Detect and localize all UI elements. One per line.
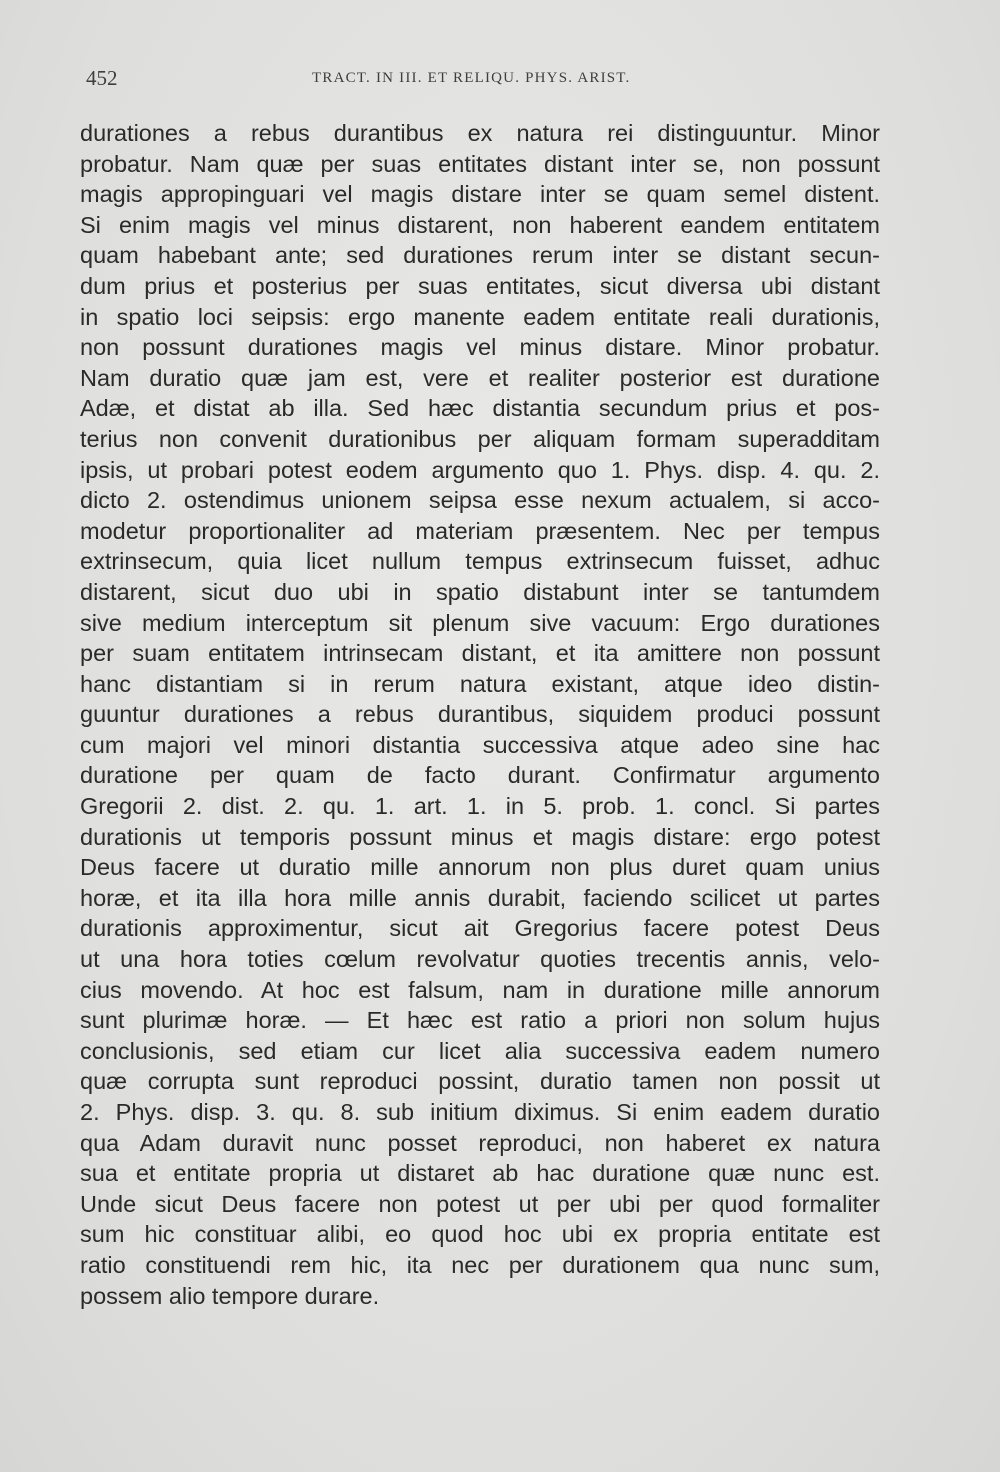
text-line: sum hic constituar alibi, eo quod hoc ubi ex propria entitate est (80, 1221, 880, 1248)
text-line: conclusionis, sed etiam cur licet alia successiva eadem numero (80, 1037, 880, 1064)
text-line: quæ corrupta sunt reproduci possint, duratio tamen non possit ut (80, 1068, 880, 1095)
text-line: qua Adam duravit nunc posset reproduci, non haberet ex natura (80, 1129, 880, 1156)
text-line: sunt plurimæ horæ. — Et hæc est ratio a priori non solum hujus (80, 1007, 880, 1034)
text-line: Nam duratio quæ jam est, vere et realiter posterior est duratione (80, 364, 880, 391)
text-line: quam habebant ante; sed durationes rerum inter se distant secun- (80, 242, 880, 269)
text-line: sua et entitate propria ut distaret ab hac duratione quæ nunc est. (80, 1160, 880, 1187)
text-line: probatur. Nam quæ per suas entitates distant inter se, non possunt (80, 150, 880, 177)
text-line: durationes a rebus durantibus ex natura rei distinguuntur. Minor (80, 120, 880, 146)
text-line: extrinsecum, quia licet nullum tempus extrinsecum fuisset, adhuc (80, 548, 880, 575)
text-line: hanc distantiam si in rerum natura existant, atque ideo distin- (80, 670, 880, 697)
text-line: horæ, et ita illa hora mille annis durabit, faciendo scilicet ut partes (80, 884, 880, 911)
text-line: duratione per quam de facto durant. Confirmatur argumento (80, 762, 880, 789)
text-line: magis appropinguari vel magis distare inter se quam semel distent. (80, 181, 880, 208)
text-line: terius non convenit durationibus per aliquam formam superadditam (80, 425, 880, 452)
text-line: distarent, sicut duo ubi in spatio distabunt inter se tantumdem (80, 578, 880, 605)
text-line: 2. Phys. disp. 3. qu. 8. sub initium diximus. Si enim eadem duratio (80, 1099, 880, 1125)
body-text (80, 118, 880, 1311)
text-line: Si enim magis vel minus distarent, non haberent eandem entitatem (80, 211, 880, 238)
text-line: Adæ, et distat ab illa. Sed hæc distantia secundum prius et pos- (80, 395, 880, 422)
text-line: ipsis, ut probari potest eodem argumento quo 1. Phys. disp. 4. qu. 2. (80, 456, 880, 483)
text-line: possem alio tempore durare. (80, 1282, 380, 1309)
running-head (86, 66, 886, 96)
text-line: ratio constituendi rem hic, ita nec per durationem qua nunc sum, (80, 1251, 880, 1278)
page-number: 452 (86, 66, 118, 90)
text-line: dicto 2. ostendimus unionem seipsa esse nexum actualem, si acco- (80, 487, 880, 514)
text-line: sive medium interceptum sit plenum sive vacuum: Ergo durationes (80, 609, 880, 636)
text-line: in spatio loci seipsis: ergo manente eadem entitate reali durationis, (80, 303, 880, 330)
text-line: dum prius et posterius per suas entitates, sicut diversa ubi distant (80, 272, 880, 299)
text-line: per suam entitatem intrinsecam distant, et ita amittere non possunt (80, 640, 880, 667)
running-title: TRACT. IN III. ET RELIQU. PHYS. ARIST. (312, 70, 631, 86)
text-line: cius movendo. At hoc est falsum, nam in duratione mille annorum (80, 976, 880, 1003)
text-line: cum majori vel minori distantia successiva atque adeo sine hac (80, 731, 880, 758)
text-line: modetur proportionaliter ad materiam præsentem. Nec per tempus (80, 517, 880, 544)
text-line: ut una hora toties cœlum revolvatur quoties trecentis annis, velo- (80, 946, 880, 973)
text-line: durationis ut temporis possunt minus et magis distare: ergo potest (80, 823, 880, 850)
text-line: non possunt durationes magis vel minus distare. Minor probatur. (80, 334, 880, 361)
text-line: Deus facere ut duratio mille annorum non plus duret quam unius (80, 854, 880, 881)
text-line: guuntur durationes a rebus durantibus, siquidem produci possunt (80, 701, 880, 728)
text-line: durationis approximentur, sicut ait Gregorius facere potest Deus (80, 915, 880, 942)
text-line: Gregorii 2. dist. 2. qu. 1. art. 1. in 5. prob. 1. concl. Si partes (80, 793, 880, 820)
text-line: Unde sicut Deus facere non potest ut per ubi per quod formaliter (80, 1190, 880, 1217)
